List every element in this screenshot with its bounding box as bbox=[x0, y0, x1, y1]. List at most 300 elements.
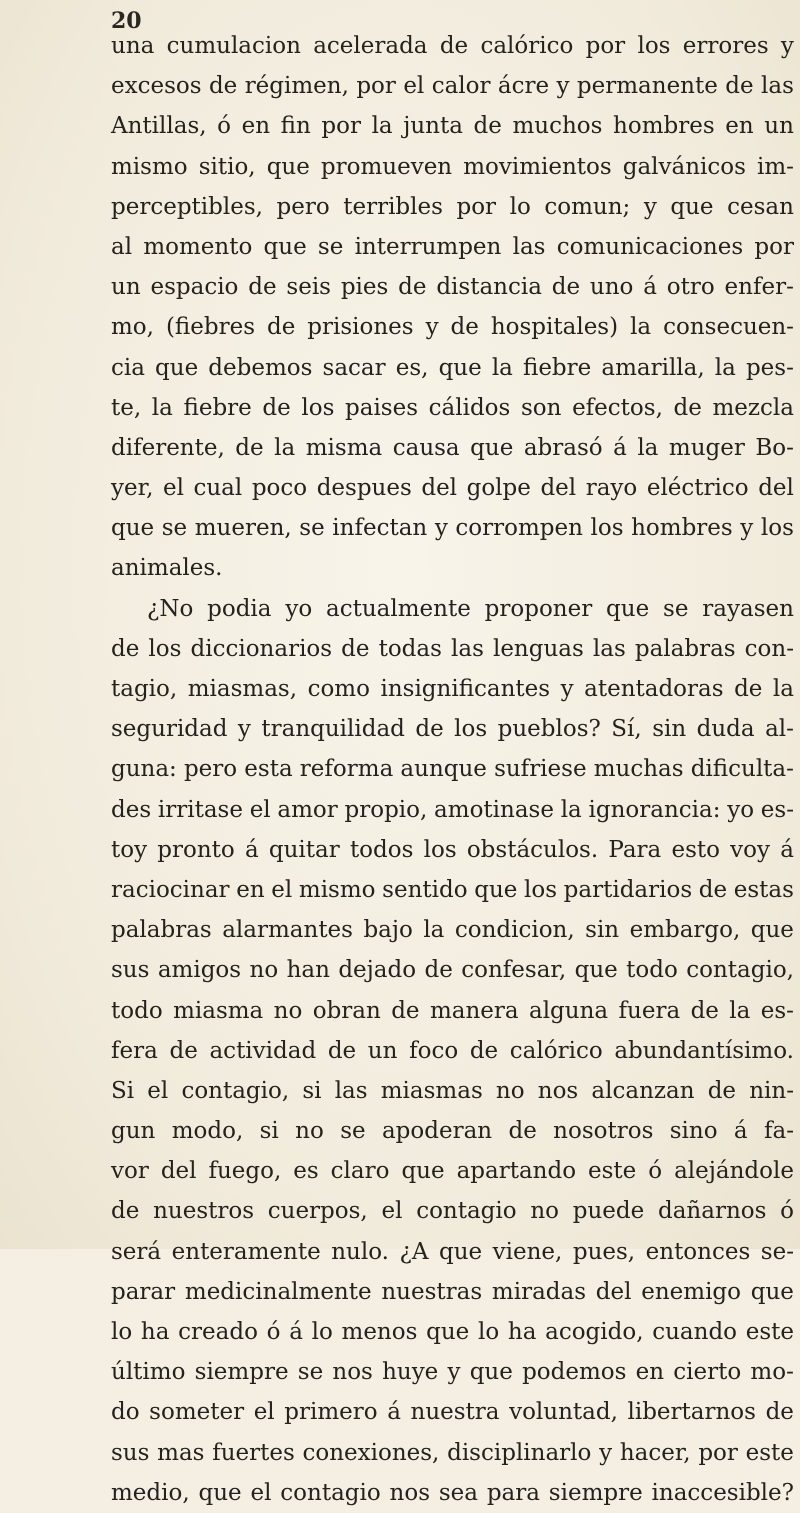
word: que bbox=[750, 1278, 794, 1305]
word: de bbox=[208, 73, 238, 100]
word: ó bbox=[266, 1319, 281, 1345]
text-line bbox=[111, 388, 794, 428]
text-line bbox=[111, 1232, 794, 1272]
word: hospitales) bbox=[490, 314, 619, 341]
word: mo- bbox=[750, 1359, 794, 1386]
word: á bbox=[387, 1399, 401, 1426]
word: al bbox=[111, 233, 133, 260]
word: pero bbox=[183, 756, 238, 783]
word: nulo. bbox=[331, 1238, 389, 1265]
word: debemos bbox=[208, 354, 313, 381]
word: esto bbox=[671, 836, 720, 863]
word: á bbox=[643, 274, 657, 301]
word: las bbox=[592, 635, 626, 662]
text-line bbox=[111, 187, 794, 227]
word: esta bbox=[244, 756, 293, 783]
word: no bbox=[273, 997, 303, 1024]
word: Antillas, bbox=[111, 113, 207, 140]
word: siempre bbox=[548, 1479, 643, 1506]
word: someter bbox=[149, 1399, 245, 1426]
word: la bbox=[151, 394, 173, 421]
word: comunicaciones bbox=[556, 233, 744, 260]
word: que bbox=[401, 1158, 445, 1185]
text-line bbox=[111, 830, 794, 870]
word: del bbox=[540, 475, 577, 502]
word: que bbox=[670, 193, 714, 220]
word: que bbox=[469, 1359, 513, 1386]
word: gun bbox=[111, 1118, 156, 1145]
word: proponer bbox=[484, 595, 593, 622]
word: este bbox=[588, 1158, 637, 1185]
word: se bbox=[161, 515, 188, 542]
word: partidarios bbox=[563, 876, 693, 903]
word: promueven bbox=[320, 153, 453, 180]
word: pueblos? bbox=[497, 716, 601, 743]
word: es bbox=[293, 1158, 319, 1185]
word: que bbox=[426, 1319, 470, 1345]
word: fiebre bbox=[183, 394, 252, 421]
word: contagio bbox=[280, 1479, 381, 1506]
word: lo bbox=[111, 1319, 133, 1345]
word: nos bbox=[389, 1479, 431, 1506]
word: á bbox=[289, 1319, 303, 1345]
word: sin bbox=[652, 716, 687, 743]
word: (fiebres bbox=[165, 314, 255, 341]
word: todo bbox=[111, 997, 163, 1024]
word: claro bbox=[330, 1158, 390, 1185]
word: acogido, bbox=[545, 1319, 644, 1345]
word: aunque bbox=[400, 756, 487, 783]
word: cumulacion bbox=[166, 33, 301, 59]
word: acelerada bbox=[313, 33, 428, 59]
word: menos bbox=[341, 1319, 418, 1345]
word: de bbox=[235, 434, 264, 461]
word: de bbox=[551, 274, 581, 301]
word: nuestros bbox=[153, 1198, 255, 1225]
word: y bbox=[560, 676, 574, 702]
word: por bbox=[356, 73, 396, 100]
word: voy bbox=[730, 836, 771, 863]
word: inaccesible? bbox=[651, 1479, 794, 1506]
word: del bbox=[160, 1158, 197, 1185]
word: ácre bbox=[497, 73, 550, 100]
word: lo bbox=[311, 1319, 333, 1345]
word: primero bbox=[284, 1399, 378, 1426]
word: contagio, bbox=[181, 1077, 290, 1104]
word: de bbox=[398, 274, 427, 301]
word: ó bbox=[648, 1158, 663, 1185]
word: huye bbox=[382, 1359, 439, 1386]
word: modo, bbox=[171, 1118, 244, 1145]
word: fuego, bbox=[208, 1158, 282, 1185]
word: medicinalmente bbox=[184, 1278, 372, 1305]
word: un bbox=[764, 113, 794, 140]
word: será bbox=[111, 1238, 162, 1265]
word: excesos bbox=[111, 73, 202, 100]
word: por bbox=[456, 193, 497, 220]
word: galvánicos bbox=[622, 153, 746, 180]
word: de bbox=[111, 1198, 140, 1225]
word: han bbox=[286, 957, 330, 984]
word: es, bbox=[395, 354, 429, 381]
word: lo bbox=[509, 193, 531, 220]
text-line bbox=[111, 991, 794, 1031]
word: y bbox=[556, 73, 570, 100]
word: apoderan bbox=[381, 1118, 493, 1145]
word: y bbox=[740, 515, 754, 542]
word: espacio bbox=[150, 274, 239, 301]
word: en bbox=[725, 113, 754, 140]
word: contagio bbox=[416, 1198, 517, 1225]
word: los bbox=[301, 394, 335, 421]
word: cia bbox=[111, 354, 145, 381]
text-line bbox=[111, 629, 794, 669]
word: amor bbox=[277, 796, 338, 823]
word: miasmas bbox=[380, 1077, 483, 1104]
word: y bbox=[643, 193, 657, 220]
word: animales. bbox=[111, 555, 223, 582]
word: un bbox=[367, 1037, 398, 1064]
word: se bbox=[299, 515, 325, 542]
word: el bbox=[147, 1077, 169, 1104]
word: podemos bbox=[522, 1359, 627, 1386]
word: se bbox=[340, 1118, 366, 1145]
word: diccionarios bbox=[190, 635, 333, 662]
word: parar bbox=[111, 1278, 176, 1305]
word: de bbox=[690, 997, 719, 1024]
word: que bbox=[750, 917, 794, 944]
word: interrumpen bbox=[354, 233, 502, 260]
word: y bbox=[237, 716, 251, 743]
word: consecuen- bbox=[663, 314, 794, 341]
word: de bbox=[169, 1037, 198, 1064]
word: infectan bbox=[332, 515, 428, 542]
word: la bbox=[637, 434, 659, 461]
word: medio, bbox=[111, 1479, 190, 1506]
word: embargo, bbox=[629, 917, 741, 944]
word: los bbox=[148, 635, 182, 662]
word: de bbox=[508, 1118, 537, 1145]
word: obstáculos. bbox=[466, 836, 599, 863]
word: el bbox=[271, 876, 293, 903]
word: abundantísimo. bbox=[614, 1037, 794, 1064]
word: eléctrico bbox=[646, 475, 749, 502]
text-line bbox=[111, 147, 794, 187]
word: fiebre bbox=[522, 354, 592, 381]
word: actividad bbox=[209, 1037, 317, 1064]
word: las bbox=[512, 233, 546, 260]
word: creado bbox=[178, 1319, 258, 1345]
word: lenguas bbox=[492, 635, 584, 662]
word: condicion, bbox=[454, 917, 575, 944]
word: yo bbox=[285, 595, 313, 622]
word: uno bbox=[589, 274, 634, 301]
word: fin bbox=[280, 113, 311, 140]
word: mezcla bbox=[712, 394, 794, 421]
word: por bbox=[698, 1439, 738, 1466]
word: dañarnos bbox=[657, 1198, 767, 1225]
word: enteramente bbox=[171, 1238, 321, 1265]
word: ¿No bbox=[147, 595, 194, 622]
word: de bbox=[415, 716, 444, 743]
text-line bbox=[111, 307, 794, 347]
word: cuando bbox=[652, 1319, 738, 1345]
word: ó bbox=[217, 113, 232, 140]
word: voluntad, bbox=[509, 1399, 618, 1426]
word: raciocinar bbox=[111, 876, 230, 903]
word: nosotros bbox=[553, 1118, 654, 1145]
word: no bbox=[295, 1118, 324, 1145]
word: un bbox=[111, 274, 141, 301]
word: de bbox=[424, 957, 453, 984]
word: se bbox=[317, 233, 344, 260]
word: des bbox=[111, 796, 152, 823]
word: á bbox=[613, 434, 627, 461]
word: de bbox=[707, 1077, 737, 1104]
word: si bbox=[259, 1118, 279, 1145]
word: enemigo bbox=[641, 1278, 742, 1305]
word: rayo bbox=[585, 475, 638, 502]
word: poco bbox=[251, 475, 308, 502]
word: vor bbox=[111, 1158, 149, 1185]
word: todo bbox=[626, 957, 678, 984]
word: los bbox=[524, 876, 558, 903]
word: confesar, bbox=[461, 957, 567, 984]
word: otro bbox=[666, 274, 715, 301]
word: la bbox=[729, 997, 751, 1024]
word: abrasó bbox=[523, 434, 603, 461]
word: rayasen bbox=[702, 595, 794, 622]
word: de bbox=[111, 635, 140, 662]
word: que bbox=[266, 153, 310, 180]
word: cual bbox=[193, 475, 243, 502]
word: calórico bbox=[480, 33, 574, 59]
word: nuestras bbox=[381, 1278, 483, 1305]
word: estas bbox=[733, 876, 794, 903]
word: misma bbox=[305, 434, 383, 461]
text-line bbox=[111, 508, 794, 548]
word: palabras bbox=[111, 917, 212, 944]
word: del bbox=[758, 475, 794, 502]
word: todas bbox=[378, 635, 442, 662]
word: si bbox=[302, 1077, 322, 1104]
word: prisiones bbox=[307, 314, 414, 341]
word: sufriese bbox=[494, 756, 587, 783]
word: toy bbox=[111, 836, 148, 863]
text-line bbox=[111, 1272, 794, 1312]
word: sino bbox=[669, 1118, 718, 1145]
word: en bbox=[241, 113, 271, 140]
word: al- bbox=[765, 716, 794, 743]
word: y bbox=[780, 33, 794, 59]
word: manera bbox=[429, 997, 519, 1024]
word: este bbox=[745, 1439, 794, 1466]
word: los bbox=[454, 716, 488, 743]
word: el bbox=[250, 1479, 272, 1506]
word: á bbox=[733, 1118, 748, 1145]
word: quitar bbox=[268, 836, 340, 863]
word: alejándole bbox=[674, 1158, 794, 1185]
word: junta bbox=[403, 113, 463, 140]
word: para bbox=[486, 1479, 540, 1506]
word: de bbox=[439, 33, 469, 59]
word: despues bbox=[316, 475, 412, 502]
word: alcanzan bbox=[591, 1077, 695, 1104]
word: bajo bbox=[363, 917, 413, 944]
word: golpe bbox=[466, 475, 531, 502]
word: libertarnos bbox=[627, 1399, 756, 1426]
word: Si bbox=[111, 1077, 135, 1104]
word: que bbox=[574, 957, 618, 984]
word: cuerpos, bbox=[267, 1198, 368, 1225]
word: pies bbox=[340, 274, 389, 301]
word: por bbox=[321, 113, 361, 140]
word: dificulta- bbox=[690, 756, 794, 783]
text-line bbox=[111, 1312, 794, 1352]
text-line bbox=[111, 589, 794, 629]
word: nuestra bbox=[410, 1399, 500, 1426]
text-line bbox=[111, 548, 794, 588]
word: causa bbox=[392, 434, 460, 461]
word: efectos, bbox=[572, 394, 663, 421]
word: como bbox=[307, 676, 370, 702]
word: sitio, bbox=[198, 153, 256, 180]
word: de bbox=[734, 676, 763, 702]
word: ignorancia: bbox=[588, 796, 721, 823]
text-line bbox=[111, 1191, 794, 1231]
word: ó bbox=[780, 1198, 794, 1225]
word: de bbox=[725, 73, 754, 100]
word: de bbox=[765, 1399, 794, 1426]
word: obran bbox=[312, 997, 381, 1024]
word: pero bbox=[276, 193, 330, 220]
text-line bbox=[111, 709, 794, 749]
word: Para bbox=[608, 836, 662, 863]
word: dejado bbox=[338, 957, 417, 984]
word: son bbox=[520, 394, 562, 421]
word: cierto bbox=[673, 1359, 742, 1386]
word: que bbox=[198, 1479, 242, 1506]
word: que bbox=[155, 354, 199, 381]
text-line bbox=[111, 1473, 794, 1513]
word: sus bbox=[111, 1439, 150, 1466]
word: y bbox=[447, 1359, 461, 1386]
word: guna: bbox=[111, 756, 177, 783]
word: mo, bbox=[111, 314, 154, 341]
word: las bbox=[761, 73, 794, 100]
word: insignificantes bbox=[380, 676, 551, 702]
word: este bbox=[745, 1319, 794, 1345]
word: que bbox=[474, 876, 518, 903]
word: se bbox=[663, 595, 689, 622]
word: la bbox=[630, 314, 652, 341]
word: comun; bbox=[544, 193, 631, 220]
word: enfer- bbox=[724, 274, 794, 301]
word: ha bbox=[507, 1319, 537, 1345]
word: im- bbox=[757, 153, 794, 180]
word: viene, bbox=[492, 1238, 563, 1265]
word: de bbox=[673, 394, 702, 421]
word: terribles bbox=[343, 193, 443, 220]
word: reforma bbox=[299, 756, 394, 783]
word: diferente, bbox=[111, 434, 225, 461]
word: se- bbox=[760, 1238, 794, 1265]
text-line bbox=[111, 870, 794, 910]
text-line bbox=[111, 669, 794, 709]
word: muchas bbox=[593, 756, 684, 783]
word: sentido bbox=[382, 876, 468, 903]
word: los bbox=[637, 33, 671, 59]
word: fa- bbox=[764, 1118, 794, 1145]
word: el bbox=[253, 1399, 275, 1426]
word: en bbox=[236, 876, 265, 903]
word: fuertes bbox=[212, 1439, 295, 1466]
word: por bbox=[585, 33, 626, 59]
word: miasmas, bbox=[187, 676, 298, 702]
word: conexiones, bbox=[302, 1439, 440, 1466]
word: entonces bbox=[645, 1238, 751, 1265]
word: de bbox=[450, 314, 479, 341]
word: atentadoras bbox=[584, 676, 724, 702]
word: el bbox=[381, 1198, 403, 1225]
word: del bbox=[421, 475, 458, 502]
text-line bbox=[111, 66, 794, 106]
word: yo bbox=[727, 796, 755, 823]
word: contagio, bbox=[686, 957, 794, 984]
word: propio, bbox=[344, 796, 428, 823]
word: de bbox=[262, 394, 291, 421]
word: que bbox=[438, 1238, 483, 1265]
word: de bbox=[391, 997, 420, 1024]
word: que bbox=[263, 233, 307, 260]
word: disciplinarlo bbox=[447, 1439, 592, 1466]
word: pes- bbox=[745, 354, 794, 381]
word: el bbox=[162, 475, 184, 502]
word: es- bbox=[760, 997, 794, 1024]
word: muchos bbox=[512, 113, 603, 140]
word: fera bbox=[111, 1037, 158, 1064]
text-line bbox=[111, 348, 794, 388]
word: calórico bbox=[509, 1037, 603, 1064]
text-line bbox=[111, 428, 794, 468]
word: hombres bbox=[631, 515, 733, 542]
word: mas bbox=[157, 1439, 205, 1466]
word: tranquilidad bbox=[261, 716, 405, 743]
word: do bbox=[111, 1399, 140, 1426]
word: pues, bbox=[572, 1238, 636, 1265]
word: se bbox=[297, 1359, 324, 1386]
word: de bbox=[698, 876, 728, 903]
word: la bbox=[274, 434, 296, 461]
word: alguna bbox=[528, 997, 609, 1024]
text-line bbox=[111, 26, 794, 66]
word: cálidos bbox=[428, 394, 511, 421]
word: amotinase bbox=[434, 796, 554, 823]
word: amigos bbox=[157, 957, 242, 984]
word: hombres bbox=[613, 113, 715, 140]
word: corrompen bbox=[455, 515, 583, 542]
word: y bbox=[434, 515, 448, 542]
word: perceptibles, bbox=[111, 193, 263, 220]
word: mueren, bbox=[194, 515, 292, 542]
text-line bbox=[111, 1151, 794, 1191]
word: te, bbox=[111, 394, 142, 421]
word: y bbox=[425, 314, 439, 341]
word: hacer, bbox=[619, 1439, 691, 1466]
word: muger bbox=[668, 434, 745, 461]
word: alarmantes bbox=[222, 917, 353, 944]
word: permanente bbox=[576, 73, 718, 100]
